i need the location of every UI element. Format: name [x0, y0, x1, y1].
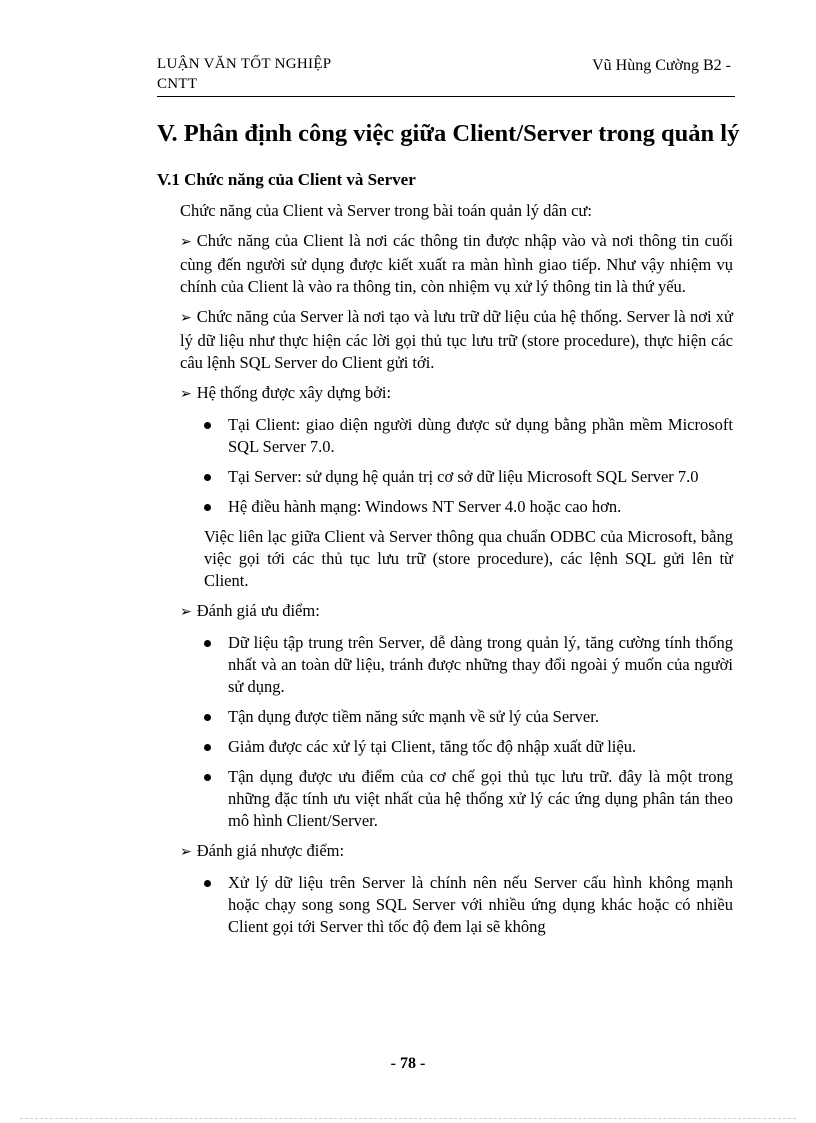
header-author: Vũ Hùng Cường B2 -	[592, 57, 731, 74]
subsection-title: V.1 Chức năng của Client và Server	[157, 170, 416, 189]
bullet-dot-icon	[204, 474, 211, 481]
list-item: Giảm được các xử lý tại Client, tăng tốc độ nhập xuất dữ liệu.	[204, 736, 733, 758]
disadvantages-list	[180, 872, 733, 938]
bullet-dot-icon	[204, 744, 211, 751]
advantages-text: Đánh giá ưu điểm:	[196, 601, 320, 620]
page-bottom-divider	[20, 1118, 796, 1119]
arrow-bullet-icon: ➢	[180, 235, 192, 250]
list-item: Hệ điều hành mạng: Windows NT Server 4.0 hoặc cao hơn.	[204, 496, 733, 518]
odbc-paragraph: Việc liên lạc giữa Client và Server thông qua chuẩn ODBC của Microsoft, bằng việc gọi tới các thủ tục lưu trữ (store procedure), các lệnh SQL gửi lên từ Client.	[204, 527, 733, 590]
header-left	[157, 54, 387, 94]
server-function-text: Chức năng của Server là nơi tạo và lưu trữ dữ liệu của hệ thống. Server là nơi xử lý dữ liệu như thực hiện các lời gọi thủ tục lưu trữ (store procedure), thực hiện các câu lệnh SQL Server do Client gửi tới.	[180, 307, 733, 372]
arrow-bullet-icon: ➢	[180, 311, 192, 326]
list-item: Tận dụng được tiềm năng sức mạnh về sử lý của Server.	[204, 706, 733, 728]
advantages-heading	[180, 600, 733, 624]
system-built-heading	[180, 382, 733, 406]
disadvantages-heading	[180, 840, 733, 864]
bullet-dot-icon	[204, 880, 211, 887]
list-item: Dữ liệu tập trung trên Server, dễ dàng trong quản lý, tăng cường tính thống nhất và an toàn dữ liệu, tránh được những thay đổi ngoài ý muốn của người sử dụng.	[204, 632, 733, 698]
advantages-list	[180, 632, 733, 832]
header-department: CNTT	[157, 76, 198, 92]
page-header	[157, 54, 735, 97]
header-thesis-label: LUẬN VĂN TỐT NGHIỆP	[157, 56, 332, 72]
built-by-list	[180, 414, 733, 518]
body-content	[180, 200, 733, 946]
client-function-paragraph	[180, 230, 733, 298]
bullet-dot-icon	[204, 640, 211, 647]
bullet-dot-icon	[204, 714, 211, 721]
list-item: Xử lý dữ liệu trên Server là chính nên nếu Server cấu hình không mạnh hoặc chạy song song SQL Server với nhiều ứng dụng khác hoặc có nhiều Client gọi tới Server thì tốc độ đem lại sẽ không	[204, 872, 733, 938]
section-title: V. Phân định công việc giữa Client/Server trong quản lý	[157, 120, 740, 147]
bullet-dot-icon	[204, 504, 211, 511]
system-built-text: Hệ thống được xây dựng bởi:	[196, 383, 392, 402]
list-item: Tận dụng được ưu điểm của cơ chế gọi thủ tục lưu trữ. đây là một trong những đặc tính ưu việt nhất của hệ thống xử lý các ứng dụng phân tán theo mô hình Client/Server.	[204, 766, 733, 832]
disadvantages-text: Đánh giá nhược điểm:	[196, 841, 345, 860]
arrow-bullet-icon: ➢	[180, 845, 192, 860]
server-function-paragraph	[180, 306, 733, 374]
client-function-text: Chức năng của Client là nơi các thông tin được nhập vào và nơi thông tin cuối cùng đến người sử dụng được kiết xuất ra màn hình giao tiếp. Như vậy nhiệm vụ chính của Client là vào ra thông tin, còn nhiệm vụ xử lý thông tin là thứ yếu.	[180, 231, 733, 296]
list-item: Tại Client: giao diện người dùng được sử dụng bằng phần mềm Microsoft SQL Server 7.0.	[204, 414, 733, 458]
list-item: Tại Server: sử dụng hệ quản trị cơ sở dữ liệu Microsoft SQL Server 7.0	[204, 466, 733, 488]
arrow-bullet-icon: ➢	[180, 387, 192, 402]
bullet-dot-icon	[204, 422, 211, 429]
arrow-bullet-icon: ➢	[180, 605, 192, 620]
bullet-dot-icon	[204, 774, 211, 781]
intro-paragraph: Chức năng của Client và Server trong bài toán quản lý dân cư:	[180, 201, 592, 220]
page-number: - 78 -	[390, 1055, 426, 1072]
